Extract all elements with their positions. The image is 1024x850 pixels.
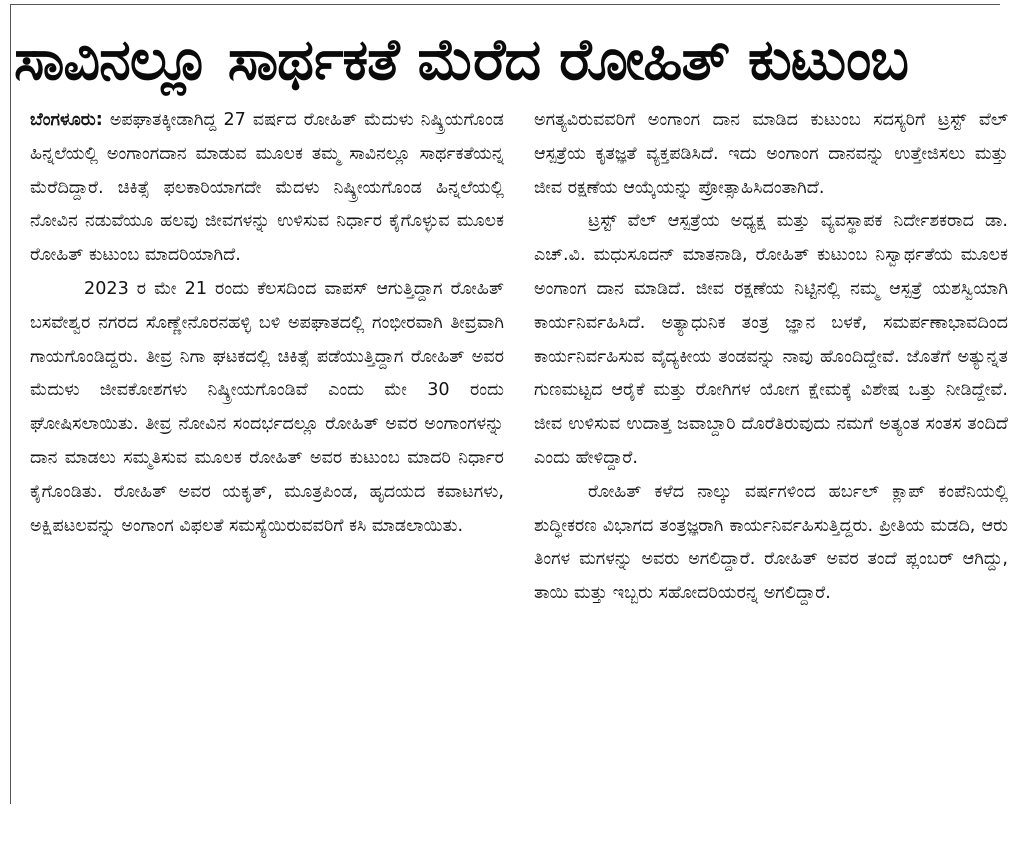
paragraph-4: ಟ್ರಸ್ಟ್ ವೆಲ್ ಆಸ್ಪತ್ರೆಯ ಅಧ್ಯಕ್ಷ ಮತ್ತು ವ್ಯವಸ್ಥಾಪಕ ನಿರ್ದೇಶಕರಾದ ಡಾ. ಎಚ್.ವಿ. ಮಧುಸೂದನ್ ಮಾತನಾಡಿ, ರೋಹಿತ್ ಕುಟುಂಬ ನಿಸ್ವಾರ್ಥತೆಯ ಮೂಲಕ ಅಂಗಾಂಗ ದಾನ ಮಾಡಿದೆ. ಜೀವ ರಕ್ಷಣೆಯ ನಿಟ್ಟಿನಲ್ಲಿ ನಮ್ಮ ಆಸ್ಪತ್ರೆ ಯಶಸ್ವಿಯಾಗಿ ಕಾರ್ಯನಿರ್ವಹಿಸಿದೆ. ಅತ್ಯಾಧುನಿಕ ತಂತ್ರ ಜ್ಞಾನ ಬಳಕೆ, ಸಮರ್ಪಣಾಭಾವದಿಂದ ಕಾರ್ಯನಿರ್ವಹಿಸುವ ವೈದ್ಯಕೀಯ ತಂಡವನ್ನು ನಾವು ಹೊಂದಿದ್ದೇವೆ. ಜೊತೆಗೆ ಅತ್ಯುನ್ನತ ಗುಣಮಟ್ಟದ ಆರೈಕೆ ಮತ್ತು ರೋಗಿಗಳ ಯೋಗ ಕ್ಷೇಮಕ್ಕೆ ವಿಶೇಷ ಒತ್ತು ನೀಡಿದ್ದೇವೆ. ಜೀವ ಉಳಿಸುವ ಉದಾತ್ತ ಜವಾಬ್ದಾರಿ ದೊರೆತಿರುವುದು ನಮಗೆ ಅತ್ಯಂತ ಸಂತಸ ತಂದಿದೆ ಎಂದು ಹೇಳಿದ್ದಾರೆ. [534,211,1008,468]
paragraph-1 [30,104,504,273]
paragraph-3: ಅಗತ್ಯವಿರುವವರಿಗೆ ಅಂಗಾಂಗ ದಾನ ಮಾಡಿದ ಕುಟುಂಬ ಸದಸ್ಯರಿಗೆ ಟ್ರಸ್ಟ್ ವೆಲ್ ಆಸ್ಪತ್ರೆಯ ಕೃತಜ್ಞತೆ ವ್ಯಕ್ತಪಡಿಸಿದೆ. ಇದು ಅಂಗಾಂಗ ದಾನವನ್ನು ಉತ್ತೇಜಿಸಲು ಮತ್ತು ಜೀವ ರಕ್ಷಣೆಯ ಆಯ್ಕೆಯನ್ನು ಪ್ರೋತ್ಸಾಹಿಸಿದಂತಾಗಿದೆ. [534,110,1008,198]
dateline: ಬೆಂಗಳೂರು: [30,110,103,130]
article-column-right [534,104,1008,611]
top-rule [10,4,1000,5]
article-column-left [30,104,504,543]
paragraph-1-text: ಅಪಘಾತಕ್ಕೀಡಾಗಿದ್ದ 27 ವರ್ಷದ ರೋಹಿತ್ ಮೆದುಳು ನಿಷ್ಕ್ರಿಯಗೊಂಡ ಹಿನ್ನಲೆಯಲ್ಲಿ ಅಂಗಾಂಗದಾನ ಮಾಡುವ ಮೂಲಕ ತಮ್ಮ ಸಾವಿನಲ್ಲೂ ಸಾರ್ಥಕತೆಯನ್ನ ಮೆರೆದಿದ್ದಾರೆ. ಚಿಕಿತ್ಸೆ ಫಲಕಾರಿಯಾಗದೇ ಮೆದಳು ನಿಷ್ಕ್ರೀಯಗೊಂಡ ಹಿನ್ನಲೆಯಲ್ಲಿ ನೋವಿನ ನಡುವೆಯೂ ಹಲವು ಜೀವಗಳನ್ನು ಉಳಿಸುವ ನಿರ್ಧಾರ ಕೈಗೊಳ್ಳುವ ಮೂಲಕ ರೋಹಿತ್ ಕುಟುಂಬ ಮಾದರಿಯಾಗಿದೆ. [30,110,505,266]
paragraph-2: 2023 ರ ಮೇ 21 ರಂದು ಕೆಲಸದಿಂದ ವಾಪಸ್ ಆಗುತ್ತಿದ್ದಾಗ ರೋಹಿತ್ ಬಸವೇಶ್ವರ ನಗರದ ಸೊಣ್ಣೇನೊರನಹಳ್ಳಿ ಬಳಿ ಅಪಘಾತದಲ್ಲಿ ಗಂಭೀರವಾಗಿ ತೀವ್ರವಾಗಿ ಗಾಯಗೊಂಡಿದ್ದರು. ತೀವ್ರ ನಿಗಾ ಘಟಕದಲ್ಲಿ ಚಿಕಿತ್ಸೆ ಪಡೆಯುತ್ತಿದ್ದಾಗ ರೋಹಿತ್ ಅವರ ಮೆದುಳು ಜೀವಕೋಶಗಳು ನಿಷ್ಕ್ರೀಯಗೊಂಡಿವೆ ಎಂದು ಮೇ 30 ರಂದು ಘೋಷಿಸಲಾಯಿತು. ತೀವ್ರ ನೋವಿನ ಸಂದರ್ಭದಲ್ಲೂ ರೋಹಿತ್ ಅವರ ಅಂಗಾಂಗಳನ್ನು ದಾನ ಮಾಡಲು ಸಮ್ಮತಿಸುವ ಮೂಲಕ ರೋಹಿತ್ ಅವರ ಕುಟುಂಬ ಮಾದರಿ ನಿರ್ಧಾರ ಕೈಗೊಂಡಿತು. ರೋಹಿತ್ ಅವರ ಯಕೃತ್, ಮೂತ್ರಪಿಂಡ, ಹೃದಯದ ಕವಾಟಗಳು, ಅಕ್ಷಿಪಟಲವನ್ನು ಅಂಗಾಂಗ ವಿಫಲತೆ ಸಮಸ್ಯೆಯಿರುವವರಿಗೆ ಕಸಿ ಮಾಡಲಾಯಿತು. [30,278,504,536]
headline: ಸಾವಿನಲ್ಲೂ ಸಾರ್ಥಕತೆ ಮೆರೆದ ರೋಹಿತ್ ಕುಟುಂಬ [14,27,908,93]
left-rule [10,4,11,804]
paragraph-5: ರೋಹಿತ್ ಕಳೆದ ನಾಲ್ಕು ವರ್ಷಗಳಿಂದ ಹರ್ಬಲ್ ಕ್ಲಾಪ್ ಕಂಪೆನಿಯಲ್ಲಿ ಶುದ್ಧೀಕರಣ ವಿಭಾಗದ ತಂತ್ರಜ್ಞರಾಗಿ ಕಾರ್ಯನಿರ್ವಹಿಸುತ್ತಿದ್ದರು. ಪ್ರೀತಿಯ ಮಡದಿ, ಆರು ತಿಂಗಳ ಮಗಳನ್ನು ಅವರು ಅಗಲಿದ್ದಾರೆ. ರೋಹಿತ್ ಅವರ ತಂದೆ ಪ್ಲಂಬರ್ ಆಗಿದ್ದು, ತಾಯಿ ಮತ್ತು ಇಬ್ಬರು ಸಹೋದರಿಯರನ್ನ ಅಗಲಿದ್ದಾರೆ. [534,481,1008,604]
